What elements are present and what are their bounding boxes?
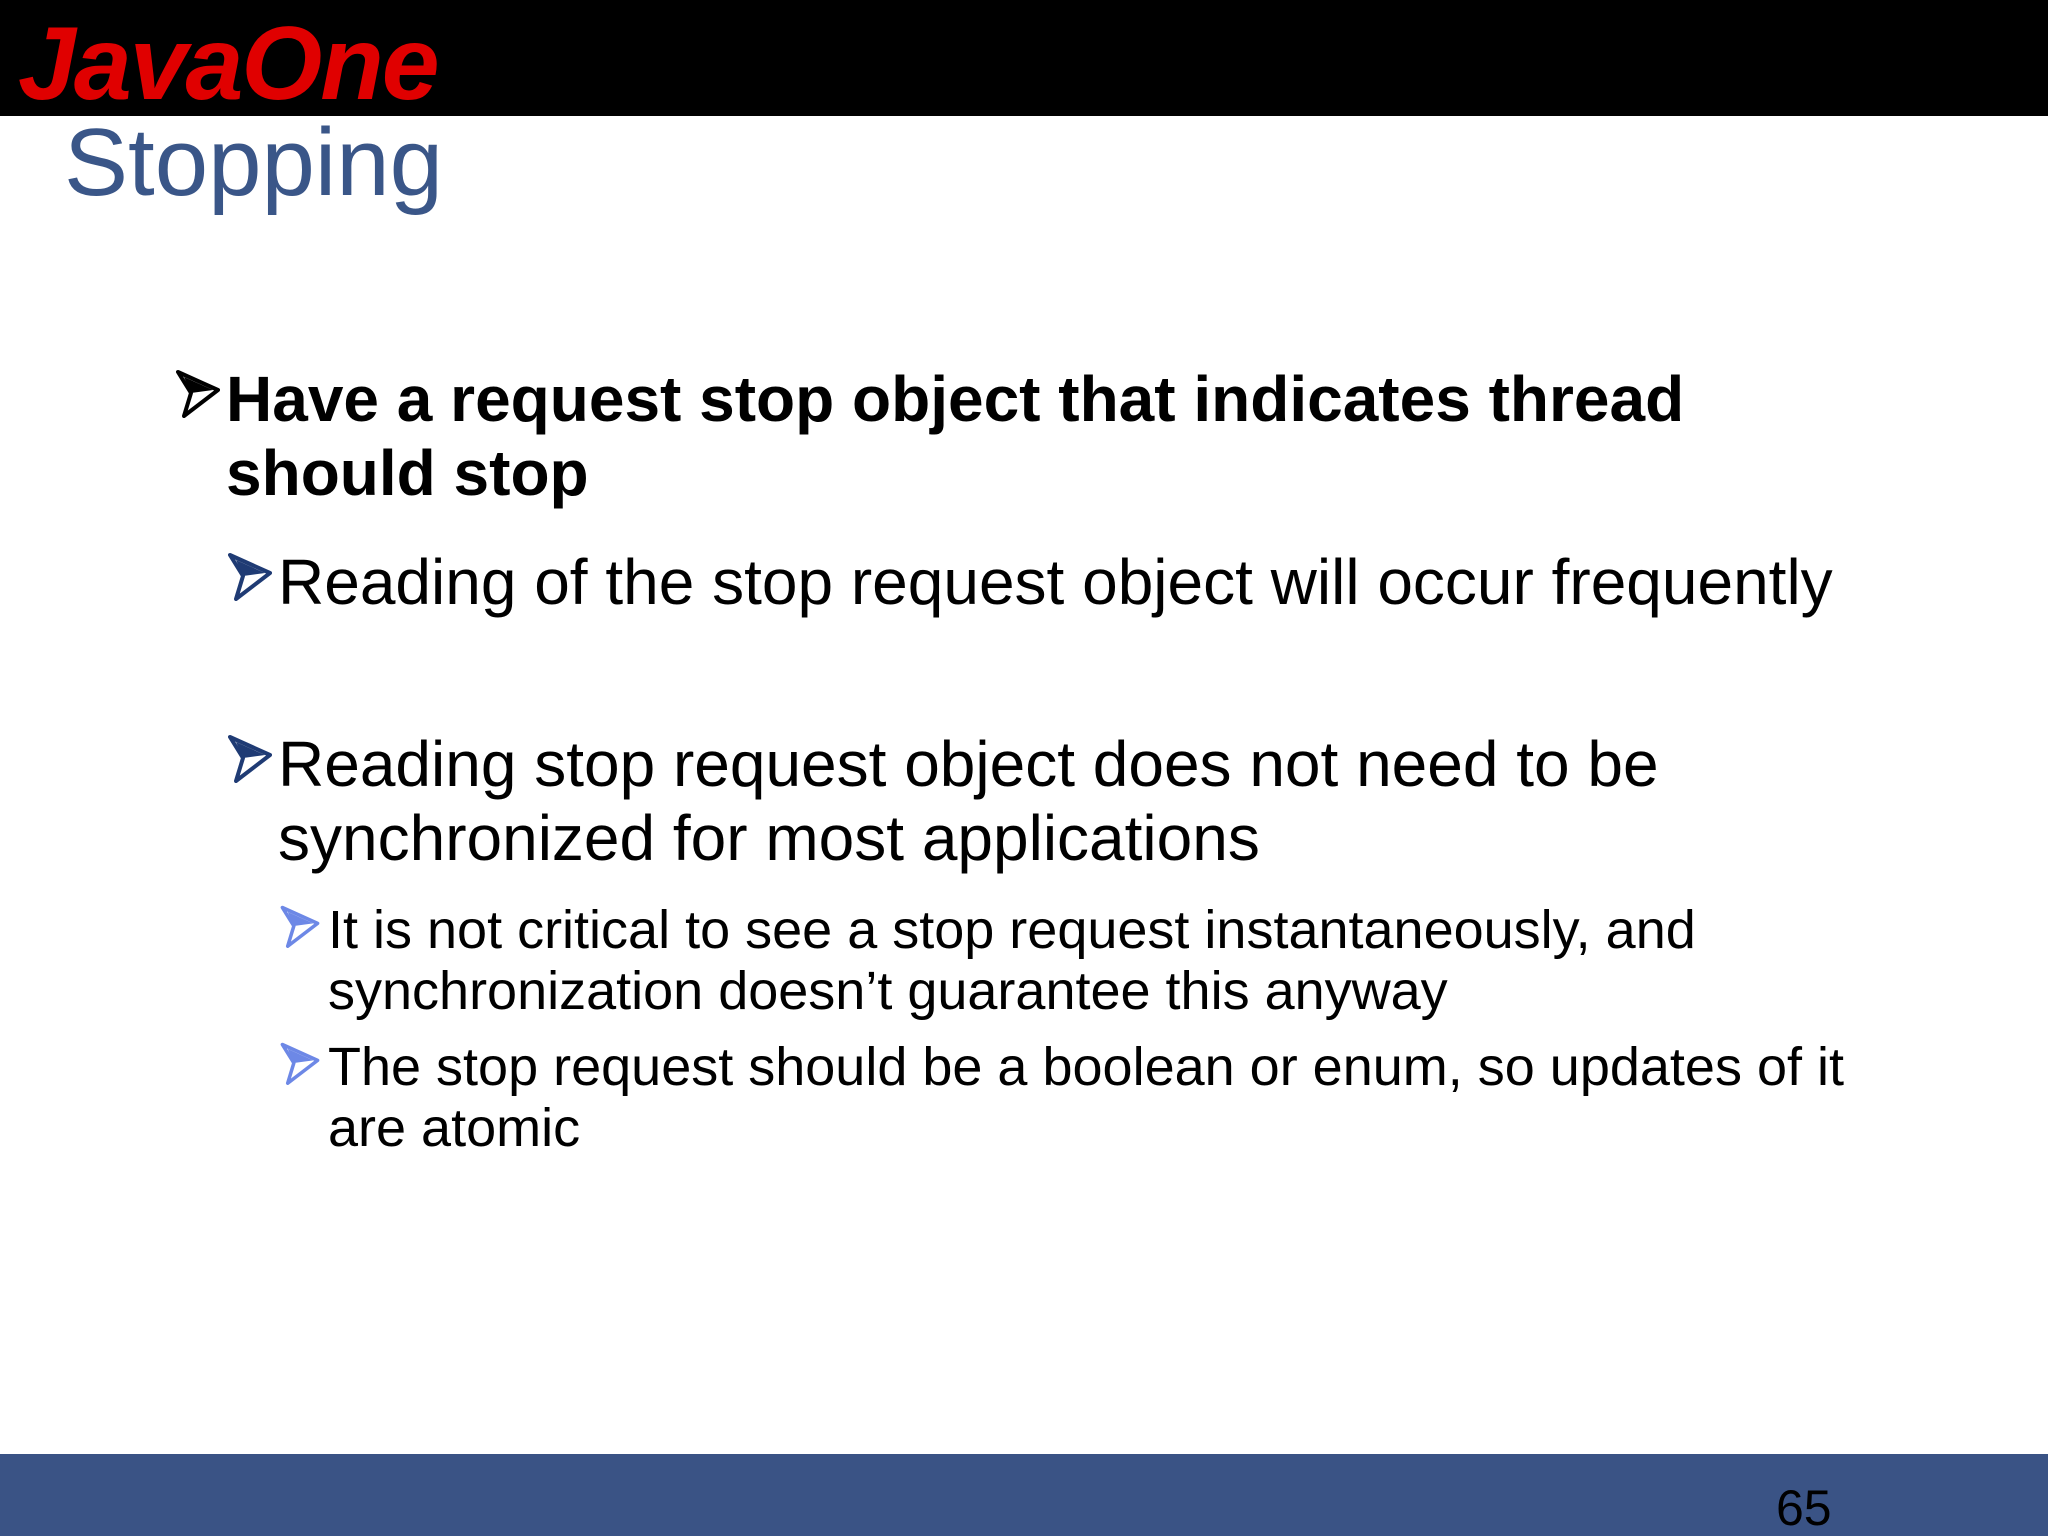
bullet-level-2 <box>228 727 1868 875</box>
footer-bar <box>0 1454 2048 1536</box>
page-number: 65 <box>1776 1480 1832 1536</box>
bullet-level-1 <box>176 362 1876 510</box>
navy-arrowhead-icon <box>228 733 272 783</box>
javaone-logo: JavaOne <box>18 6 438 122</box>
navy-arrowhead-icon <box>228 551 272 601</box>
bullet-level-2 <box>228 545 1868 619</box>
bullet-text: Have a request stop object that indicates thread should stop <box>226 363 1685 509</box>
bullet-text: Reading of the stop request object will occur frequently <box>278 546 1833 618</box>
slide-title: Stopping <box>64 109 443 216</box>
bullet-text: The stop request should be a boolean or enum, so updates of it are atomic <box>328 1037 1845 1158</box>
black-arrowhead-icon <box>176 368 220 418</box>
bullet-text: It is not critical to see a stop request instantaneously, and synchronization doesn’t guarantee this anyway <box>328 900 1696 1021</box>
bullet-text: Reading stop request object does not need to be synchronized for most applications <box>278 728 1659 874</box>
light-blue-arrowhead-icon <box>280 1041 320 1085</box>
light-blue-arrowhead-icon <box>280 904 320 948</box>
bullet-level-3 <box>280 900 1880 1022</box>
bullet-level-3 <box>280 1037 1880 1159</box>
